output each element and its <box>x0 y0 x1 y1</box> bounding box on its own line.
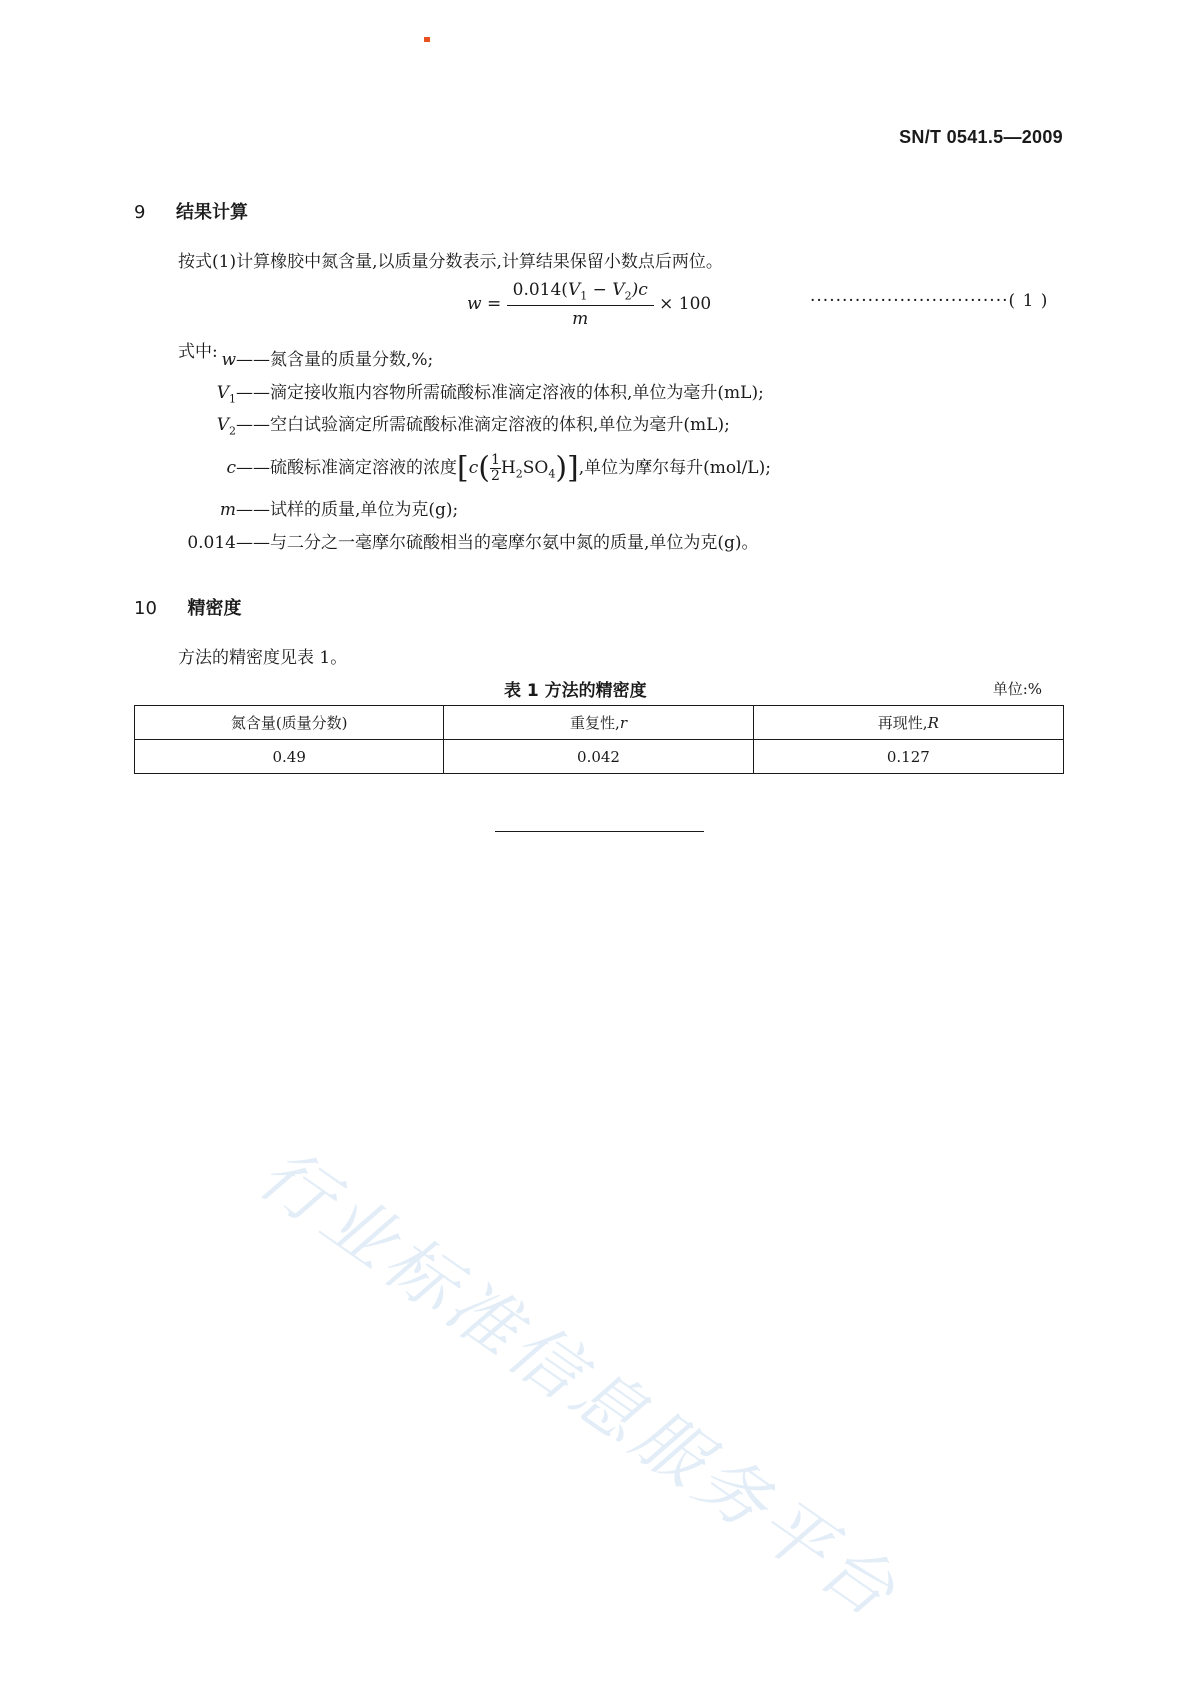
table-header-reproducibility: 再现性,R <box>753 706 1063 740</box>
formula-fraction <box>507 280 654 329</box>
section-10-heading <box>134 594 241 620</box>
table-cell-nitrogen: 0.49 <box>135 740 444 774</box>
watermark: 行业标准信息服务平台 <box>244 1132 914 1636</box>
formula-multiplier: × 100 <box>659 294 712 315</box>
formula-leader-dots: ·······························( 1 ) <box>810 291 1049 311</box>
section-9-intro: 按式(1)计算橡胶中氮含量,以质量分数表示,计算结果保留小数点后两位。 <box>178 252 723 272</box>
variable-v1: $V_1——$滴定接收瓶内容物所需硫酸标准滴定溶液的体积,单位为毫升(mL); <box>216 383 764 406</box>
formula-equals: = <box>486 294 502 315</box>
formula-lhs: w <box>467 294 482 315</box>
table-header-nitrogen: 氮含量(质量分数) <box>135 706 444 740</box>
formula-1 <box>467 280 711 329</box>
orange-mark <box>424 37 430 42</box>
section-10-intro: 方法的精密度见表 1。 <box>178 648 348 668</box>
variable-m: m——试样的质量,单位为克(g); <box>219 500 459 520</box>
section-9-number: 9 <box>134 202 146 223</box>
where-label: 式中: <box>178 342 218 362</box>
table-1-unit: 单位:% <box>992 680 1042 698</box>
variable-v2: $V_2——$空白试验滴定所需硫酸标准滴定溶液的体积,单位为毫升(mL); <box>216 415 730 438</box>
section-9-heading <box>134 198 248 224</box>
formula-number: ( 1 ) <box>1008 291 1049 311</box>
precision-table <box>134 705 1064 774</box>
standard-code: SN/T 0541.5—2009 <box>899 127 1063 147</box>
section-9-title: 结果计算 <box>176 202 249 223</box>
table-row <box>135 740 1064 774</box>
end-rule <box>495 831 704 832</box>
variable-w: w——氮含量的质量分数,%; <box>221 350 434 370</box>
section-10-title: 精密度 <box>187 598 242 619</box>
table-header-row <box>135 706 1064 740</box>
table-cell-repeatability: 0.042 <box>444 740 753 774</box>
table-cell-reproducibility: 0.127 <box>753 740 1063 774</box>
table-header-repeatability: 重复性,r <box>444 706 753 740</box>
variable-0014: 0.014——与二分之一毫摩尔硫酸相当的毫摩尔氨中氮的质量,单位为克(g)。 <box>187 533 759 553</box>
formula-denominator: m <box>572 309 589 330</box>
variable-c: c——硫酸标准滴定溶液的浓度[c( $\frac{1}{2}$ $H_2SO_4$)],单位为摩尔每升(mol/L); <box>226 450 771 486</box>
section-10-number: 10 <box>134 598 157 619</box>
table-1-caption: 表 1 方法的精密度 <box>504 681 647 701</box>
formula-numerator: $0.014(V_1 - V_2)c$ <box>507 280 654 306</box>
